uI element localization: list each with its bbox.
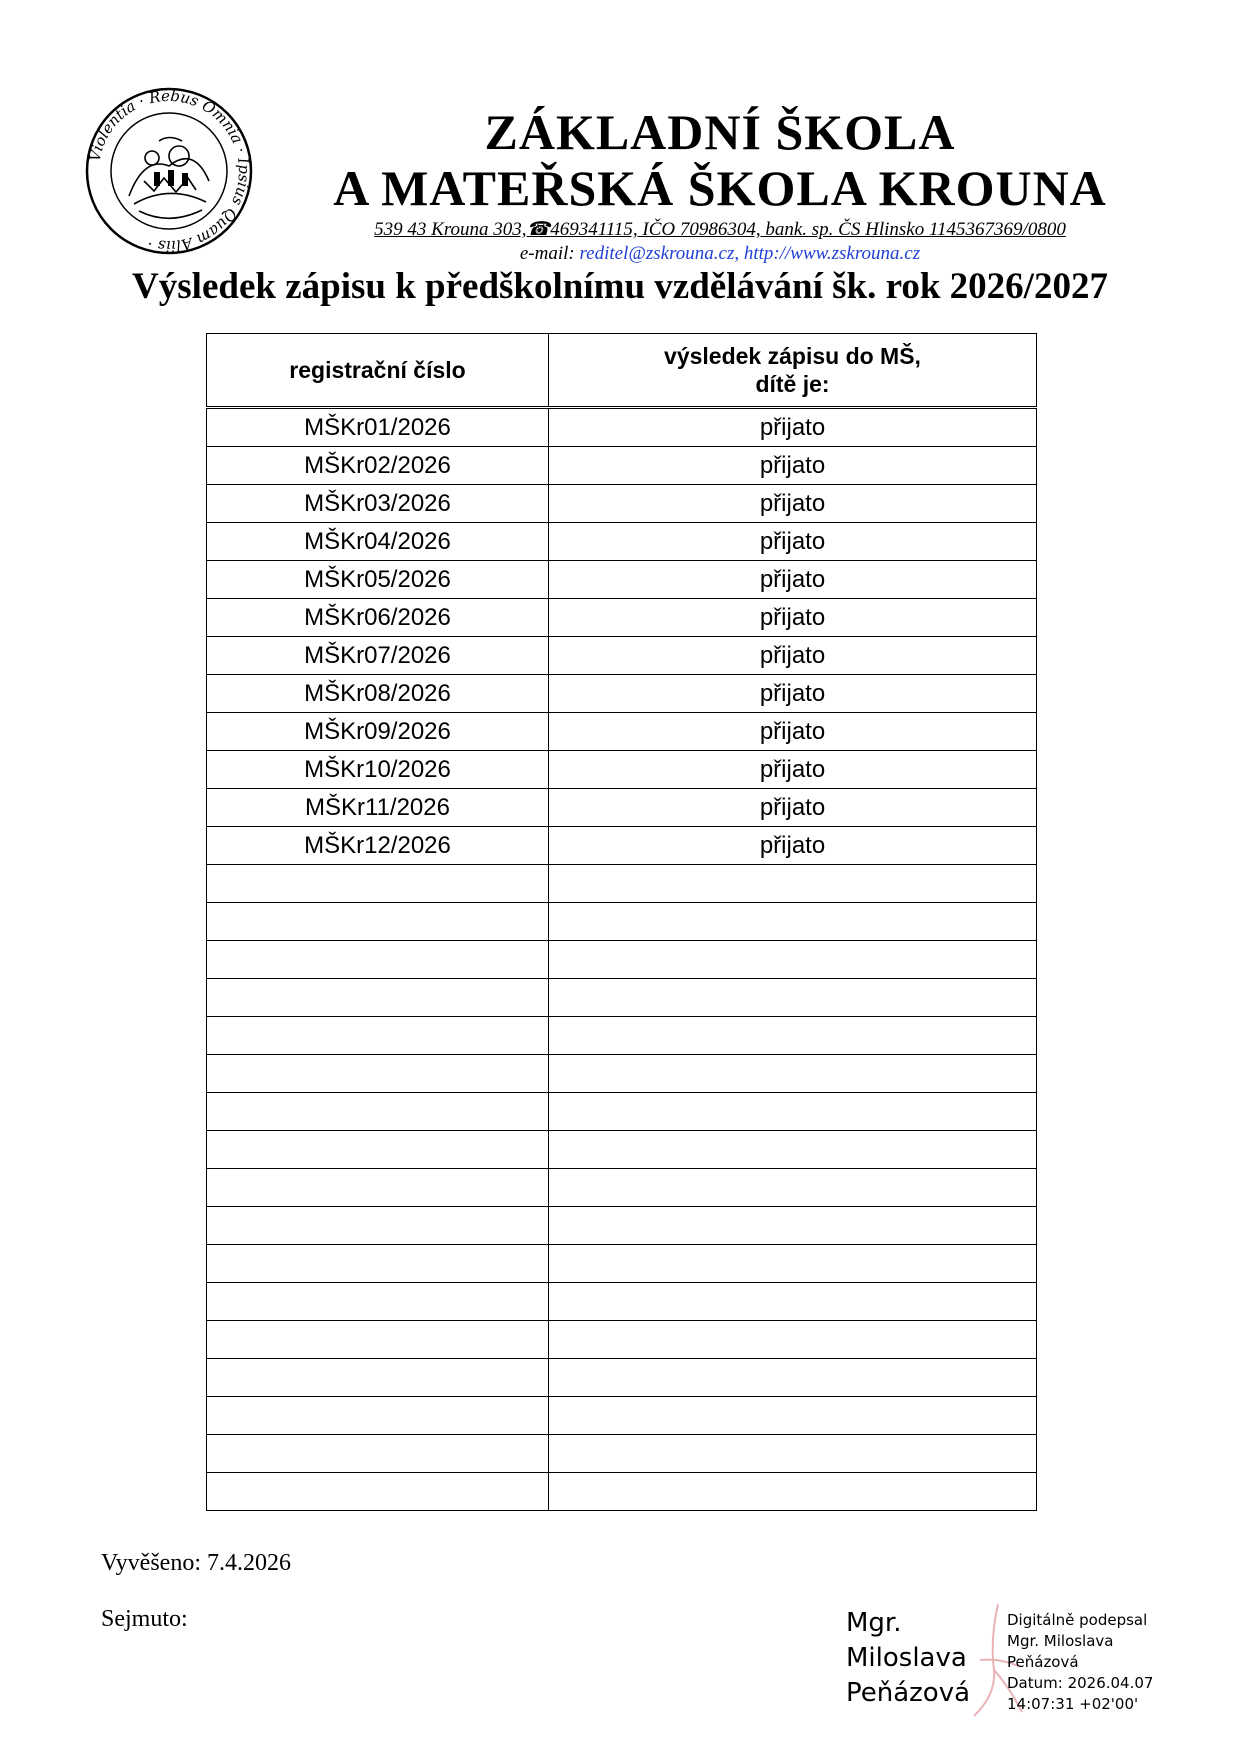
school-title-line2: A MATEŘSKÁ ŠKOLA KROUNA [333, 160, 1107, 216]
empty-cell [207, 1321, 549, 1359]
result-cell: přijato [549, 789, 1037, 827]
registration-number-cell: MŠKr05/2026 [207, 561, 549, 599]
registration-number-cell: MŠKr06/2026 [207, 599, 549, 637]
empty-cell [207, 1397, 549, 1435]
empty-cell [549, 1055, 1037, 1093]
email-label: e-mail: [519, 243, 580, 264]
empty-cell [549, 941, 1037, 979]
results-table-body [207, 408, 1037, 1511]
empty-cell [549, 1435, 1037, 1473]
signature-info-line2: Mgr. Miloslava [1007, 1632, 1114, 1650]
table-row [207, 713, 1037, 751]
registration-number-cell: MŠKr10/2026 [207, 751, 549, 789]
empty-cell [549, 1397, 1037, 1435]
result-cell: přijato [549, 408, 1037, 447]
empty-cell [549, 1245, 1037, 1283]
document-heading: Výsledek zápisu k předškolnímu vzdělávání šk. rok 2026/2027 [132, 266, 1108, 307]
empty-cell [207, 865, 549, 903]
empty-cell [207, 1207, 549, 1245]
empty-table-row [207, 903, 1037, 941]
empty-cell [207, 903, 549, 941]
table-row [207, 637, 1037, 675]
email-link[interactable]: reditel@zskrouna.cz [579, 243, 735, 264]
empty-cell [549, 903, 1037, 941]
signature-info-line4: Datum: 2026.04.07 [1007, 1674, 1154, 1692]
empty-table-row [207, 1017, 1037, 1055]
empty-table-row [207, 1321, 1037, 1359]
empty-cell [207, 941, 549, 979]
empty-table-row [207, 1283, 1037, 1321]
empty-cell [207, 1055, 549, 1093]
empty-cell [549, 1473, 1037, 1511]
registration-number-cell: MŠKr02/2026 [207, 447, 549, 485]
table-row [207, 561, 1037, 599]
result-cell: přijato [549, 713, 1037, 751]
empty-table-row [207, 1055, 1037, 1093]
empty-cell [207, 1359, 549, 1397]
table-row [207, 485, 1037, 523]
digital-signature-info [1007, 1610, 1237, 1715]
result-cell: přijato [549, 599, 1037, 637]
signature-name-line1: Mgr. [846, 1608, 902, 1638]
empty-cell [549, 979, 1037, 1017]
registration-number-cell: MŠKr07/2026 [207, 637, 549, 675]
table-row [207, 599, 1037, 637]
empty-table-row [207, 865, 1037, 903]
result-cell: přijato [549, 523, 1037, 561]
svg-text:Violentia · Rebus Omnia · Ipsi: Violentia · Rebus Omnia · Ipsius Quam Aliis · [85, 86, 254, 256]
empty-table-row [207, 1473, 1037, 1511]
empty-cell [207, 1245, 549, 1283]
empty-table-row [207, 979, 1037, 1017]
website-link[interactable]: http://www.zskrouna.cz [743, 243, 921, 264]
registration-number-cell: MŠKr11/2026 [207, 789, 549, 827]
result-cell: přijato [549, 827, 1037, 865]
header-result-line2: dítě je: [755, 371, 830, 397]
result-cell: přijato [549, 751, 1037, 789]
empty-cell [549, 1169, 1037, 1207]
empty-cell [549, 1131, 1037, 1169]
empty-table-row [207, 941, 1037, 979]
contact-separator: , [734, 243, 744, 264]
empty-table-row [207, 1359, 1037, 1397]
result-cell: přijato [549, 485, 1037, 523]
removed-date: Sejmuto: [101, 1606, 188, 1632]
empty-table-row [207, 1397, 1037, 1435]
table-row [207, 675, 1037, 713]
registration-number-cell: MŠKr04/2026 [207, 523, 549, 561]
empty-cell [549, 1093, 1037, 1131]
empty-cell [207, 1435, 549, 1473]
empty-table-row [207, 1093, 1037, 1131]
empty-table-row [207, 1207, 1037, 1245]
school-address [300, 218, 1140, 242]
empty-table-row [207, 1169, 1037, 1207]
header-result-line1: výsledek zápisu do MŠ, [664, 343, 921, 369]
empty-cell [549, 1017, 1037, 1055]
empty-table-row [207, 1131, 1037, 1169]
signature-info-line3: Peňázová [1007, 1653, 1079, 1671]
empty-cell [549, 865, 1037, 903]
header-result [549, 334, 1037, 408]
result-cell: přijato [549, 447, 1037, 485]
table-row [207, 523, 1037, 561]
registration-number-cell: MŠKr12/2026 [207, 827, 549, 865]
registration-number-cell: MŠKr03/2026 [207, 485, 549, 523]
address-part2: 469341115, IČO 70986304, bank. sp. ČS Hlinsko 1145367369/0800 [550, 219, 1066, 240]
empty-cell [207, 1017, 549, 1055]
registration-number-cell: MŠKr08/2026 [207, 675, 549, 713]
address-part1: 539 43 Krouna 303, [374, 219, 527, 240]
signature-name-line2: Miloslava [846, 1643, 967, 1673]
result-cell: přijato [549, 561, 1037, 599]
registration-number-cell: MŠKr09/2026 [207, 713, 549, 751]
signature-info-line5: 14:07:31 +02'00' [1007, 1695, 1139, 1713]
phone-icon: ☎ [526, 219, 551, 240]
results-table [206, 333, 1037, 1511]
registration-number-cell: MŠKr01/2026 [207, 408, 549, 447]
empty-cell [549, 1359, 1037, 1397]
result-cell: přijato [549, 675, 1037, 713]
empty-cell [549, 1321, 1037, 1359]
school-title-line1: ZÁKLADNÍ ŠKOLA [484, 104, 956, 160]
seal-emblem-icon [84, 86, 254, 256]
result-cell: přijato [549, 637, 1037, 675]
school-seal-logo [84, 86, 254, 256]
empty-cell [207, 1283, 549, 1321]
table-row [207, 789, 1037, 827]
posted-date: Vyvěšeno: 7.4.2026 [101, 1550, 291, 1576]
empty-cell [207, 1169, 549, 1207]
empty-cell [207, 1131, 549, 1169]
empty-cell [207, 979, 549, 1017]
empty-cell [549, 1207, 1037, 1245]
header-registration-number: registrační číslo [207, 334, 549, 408]
empty-table-row [207, 1435, 1037, 1473]
table-row [207, 447, 1037, 485]
empty-table-row [207, 1245, 1037, 1283]
empty-cell [549, 1283, 1037, 1321]
table-row [207, 751, 1037, 789]
empty-cell [207, 1093, 549, 1131]
signature-name-line3: Peňázová [846, 1678, 971, 1708]
table-header-row [207, 334, 1037, 408]
signature-info-line1: Digitálně podepsal [1007, 1611, 1148, 1629]
table-row [207, 827, 1037, 865]
table-row [207, 408, 1037, 447]
empty-cell [207, 1473, 549, 1511]
